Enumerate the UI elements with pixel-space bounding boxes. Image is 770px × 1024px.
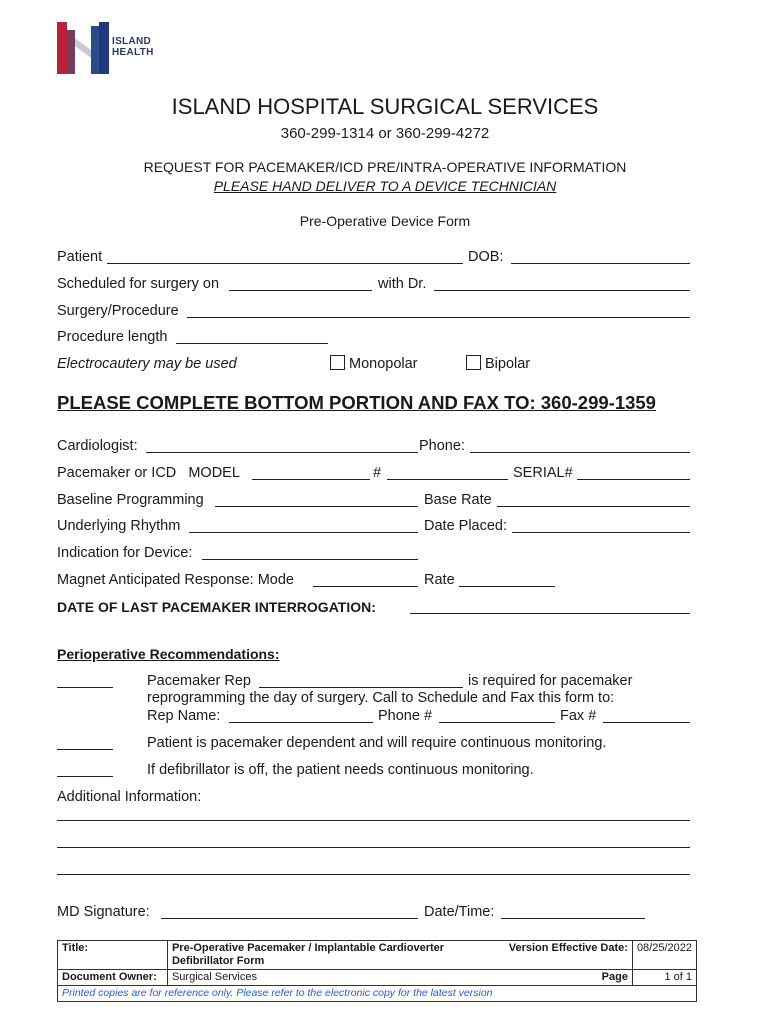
serial-label: SERIAL# [513, 465, 573, 481]
page-title: ISLAND HOSPITAL SURGICAL SERVICES [171, 94, 599, 119]
rep-phone-label: Phone # [378, 708, 433, 724]
monopolar-checkbox[interactable] [330, 355, 345, 370]
md-signature-label: MD Signature: [57, 904, 150, 920]
rep-line2: reprogramming the day of surgery. Call to Schedule and Fax this form to: [147, 690, 615, 706]
serial-field[interactable] [577, 479, 690, 480]
last-interrogation-field[interactable] [410, 613, 690, 614]
doctor-field[interactable] [434, 290, 690, 291]
rep-line1a: Pacemaker Rep [147, 673, 251, 689]
phone-label: Phone: [419, 438, 465, 454]
reference-note: Printed copies are for reference only. Please refer to the electronic copy for the latest version [58, 986, 697, 1002]
cardiologist-phone-field[interactable] [470, 452, 690, 453]
cardiologist-field[interactable] [146, 452, 418, 453]
island-health-logo [57, 22, 167, 74]
date-placed-field[interactable] [512, 532, 690, 533]
md-signature-field[interactable] [161, 918, 418, 919]
fax-heading: PLEASE COMPLETE BOTTOM PORTION AND FAX TO: 360-299-1359 [57, 392, 656, 413]
owner-label: Document Owner: [58, 970, 168, 986]
rate-label: Rate [424, 572, 455, 588]
rep-check-blank[interactable] [57, 687, 113, 688]
deliver-instruction: PLEASE HAND DELIVER TO A DEVICE TECHNICIAN [213, 178, 557, 194]
bipolar-label: Bipolar [485, 356, 531, 372]
rep-name-label: Rep Name: [147, 708, 221, 724]
magnet-mode-field[interactable] [313, 586, 418, 587]
baseline-field[interactable] [215, 506, 418, 507]
rep-field[interactable] [259, 687, 463, 688]
model-field[interactable] [252, 479, 370, 480]
rhythm-label: Underlying Rhythm [57, 518, 181, 534]
electro-label: Electrocautery may be used [57, 356, 237, 372]
additional-line-2[interactable] [57, 847, 690, 848]
document-info-table [57, 940, 697, 1002]
dependent-text: Patient is pacemaker dependent and will require continuous monitoring. [147, 735, 607, 751]
title-value-line2: Defibrillator Form [171, 955, 265, 967]
rep-fax-field[interactable] [603, 722, 690, 723]
length-field[interactable] [176, 343, 328, 344]
dob-field[interactable] [511, 263, 690, 264]
indication-label: Indication for Device: [57, 545, 193, 561]
number-field[interactable] [387, 479, 508, 480]
monopolar-label: Monopolar [349, 356, 418, 372]
base-rate-field[interactable] [497, 506, 690, 507]
baseline-label: Baseline Programming [57, 492, 204, 508]
defib-text: If defibrillator is off, the patient needs continuous monitoring. [147, 762, 534, 778]
rep-line1b: is required for pacemaker [468, 673, 633, 689]
request-heading: REQUEST FOR PACEMAKER/ICD PRE/INTRA-OPERATIVE INFORMATION [143, 159, 627, 175]
defib-check-blank[interactable] [57, 776, 113, 777]
version-value: 08/25/2022 [632, 941, 696, 970]
length-label: Procedure length [57, 329, 168, 345]
phone-numbers: 360-299-1314 or 360-299-4272 [280, 125, 490, 142]
scheduled-label: Scheduled for surgery on [57, 276, 220, 292]
patient-label: Patient [57, 249, 103, 265]
surgery-date-field[interactable] [229, 290, 372, 291]
page-label: Page [505, 970, 633, 986]
rep-name-field[interactable] [229, 722, 373, 723]
datetime-field[interactable] [501, 918, 645, 919]
indication-field[interactable] [202, 559, 418, 560]
magnet-rate-field[interactable] [459, 586, 555, 587]
logo-mark-icon [57, 22, 109, 74]
magnet-label: Magnet Anticipated Response: Mode [57, 572, 294, 588]
dependent-check-blank[interactable] [57, 749, 113, 750]
title-value [167, 941, 504, 970]
surgery-field[interactable] [187, 317, 690, 318]
model-label: Pacemaker or ICD MODEL [57, 465, 240, 481]
logo-text-line1: ISLAND [112, 36, 152, 47]
additional-label: Additional Information: [57, 789, 202, 805]
with-dr-label: with Dr. [378, 276, 427, 292]
rep-phone-field[interactable] [439, 722, 555, 723]
version-label: Version Effective Date: [505, 941, 633, 970]
base-rate-label: Base Rate [424, 492, 492, 508]
last-interrogation-label: DATE OF LAST PACEMAKER INTERROGATION: [57, 599, 376, 615]
bipolar-checkbox[interactable] [466, 355, 481, 370]
owner-value: Surgical Services [167, 970, 504, 986]
datetime-label: Date/Time: [424, 904, 495, 920]
logo-text-line2: HEALTH [112, 47, 154, 58]
cardiologist-label: Cardiologist: [57, 438, 138, 454]
rhythm-field[interactable] [189, 532, 418, 533]
title-label: Title: [58, 941, 168, 970]
recommendations-heading: Perioperative Recommendations: [57, 646, 280, 662]
title-value-line1: Pre-Operative Pacemaker / Implantable Cardioverter [171, 942, 445, 954]
form-name: Pre-Operative Device Form [299, 213, 471, 229]
additional-line-1[interactable] [57, 820, 690, 821]
hash-label: # [373, 465, 382, 481]
date-placed-label: Date Placed: [424, 518, 508, 534]
dob-label: DOB: [468, 249, 504, 265]
page-value: 1 of 1 [632, 970, 696, 986]
patient-field[interactable] [107, 263, 463, 264]
rep-fax-label: Fax # [560, 708, 597, 724]
additional-line-3[interactable] [57, 874, 690, 875]
surgery-label: Surgery/Procedure [57, 303, 179, 319]
